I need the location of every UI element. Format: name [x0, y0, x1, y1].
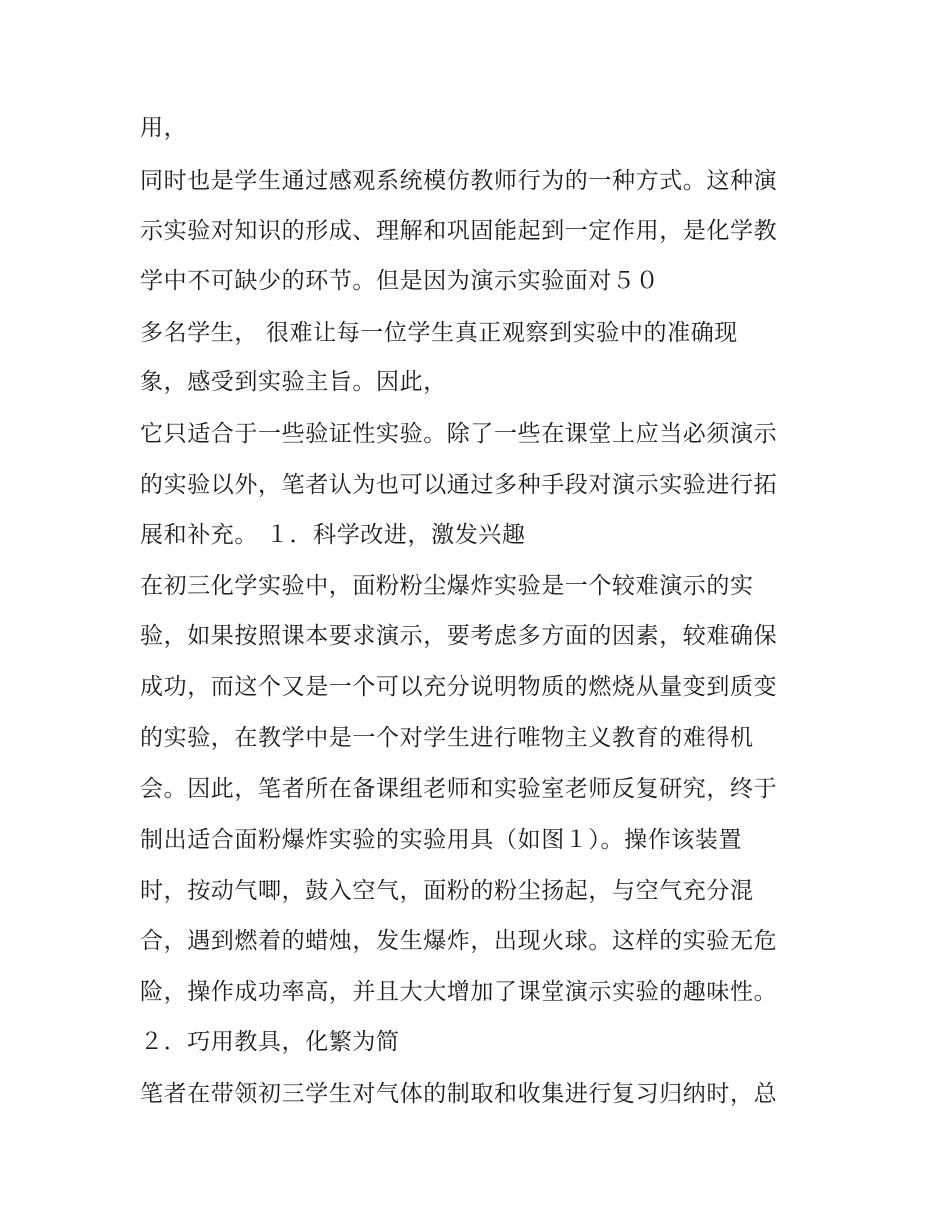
text-line: 多名学生， 很难让每一位学生真正观察到实验中的准确现: [140, 320, 738, 346]
text-line: 用，: [140, 115, 188, 141]
text-line: 展和补充。 １．科学改进，激发兴趣: [140, 522, 526, 548]
text-line: 会。因此，笔者所在备课组老师和实验室老师反复研究，终于: [140, 776, 778, 802]
text-line: 学中不可缺少的环节。但是因为演示实验面对５０: [140, 268, 660, 294]
text-line: 制出适合面粉爆炸实验的实验用具（如图１）。操作该装置: [140, 827, 743, 853]
text-line: 笔者在带领初三学生对气体的制取和收集进行复习归纳时，总: [140, 1081, 778, 1107]
text-line: 时，按动气唧，鼓入空气，面粉的粉尘扬起，与空气充分混: [140, 878, 754, 904]
text-line: 验，如果按照课本要求演示，要考虑多方面的因素，较难确保: [140, 623, 778, 649]
text-line: 合，遇到燃着的蜡烛，发生爆炸，出现火球。这样的实验无危: [140, 928, 778, 954]
text-line: 在初三化学实验中，面粉粉尘爆炸实验是一个较难演示的实: [140, 573, 754, 599]
text-line: 险，操作成功率高，并且大大增加了课堂演示实验的趣味性。: [140, 979, 778, 1005]
text-line: 它只适合于一些验证性实验。除了一些在课堂上应当必须演示: [140, 421, 778, 447]
text-line: 象，感受到实验主旨。因此，: [140, 369, 447, 395]
text-line: 成功，而这个又是一个可以充分说明物质的燃烧从量变到质变: [140, 674, 778, 700]
text-line: 的实验，在教学中是一个对学生进行唯物主义教育的难得机: [140, 725, 754, 751]
text-line: ２．巧用教具，化繁为简: [140, 1029, 400, 1055]
text-line: 示实验对知识的形成、理解和巩固能起到一定作用，是化学教: [140, 218, 778, 244]
text-line: 同时也是学生通过感观系统模仿教师行为的一种方式。这种演: [140, 168, 778, 194]
text-line: 的实验以外，笔者认为也可以通过多种手段对演示实验进行拓: [140, 472, 778, 498]
